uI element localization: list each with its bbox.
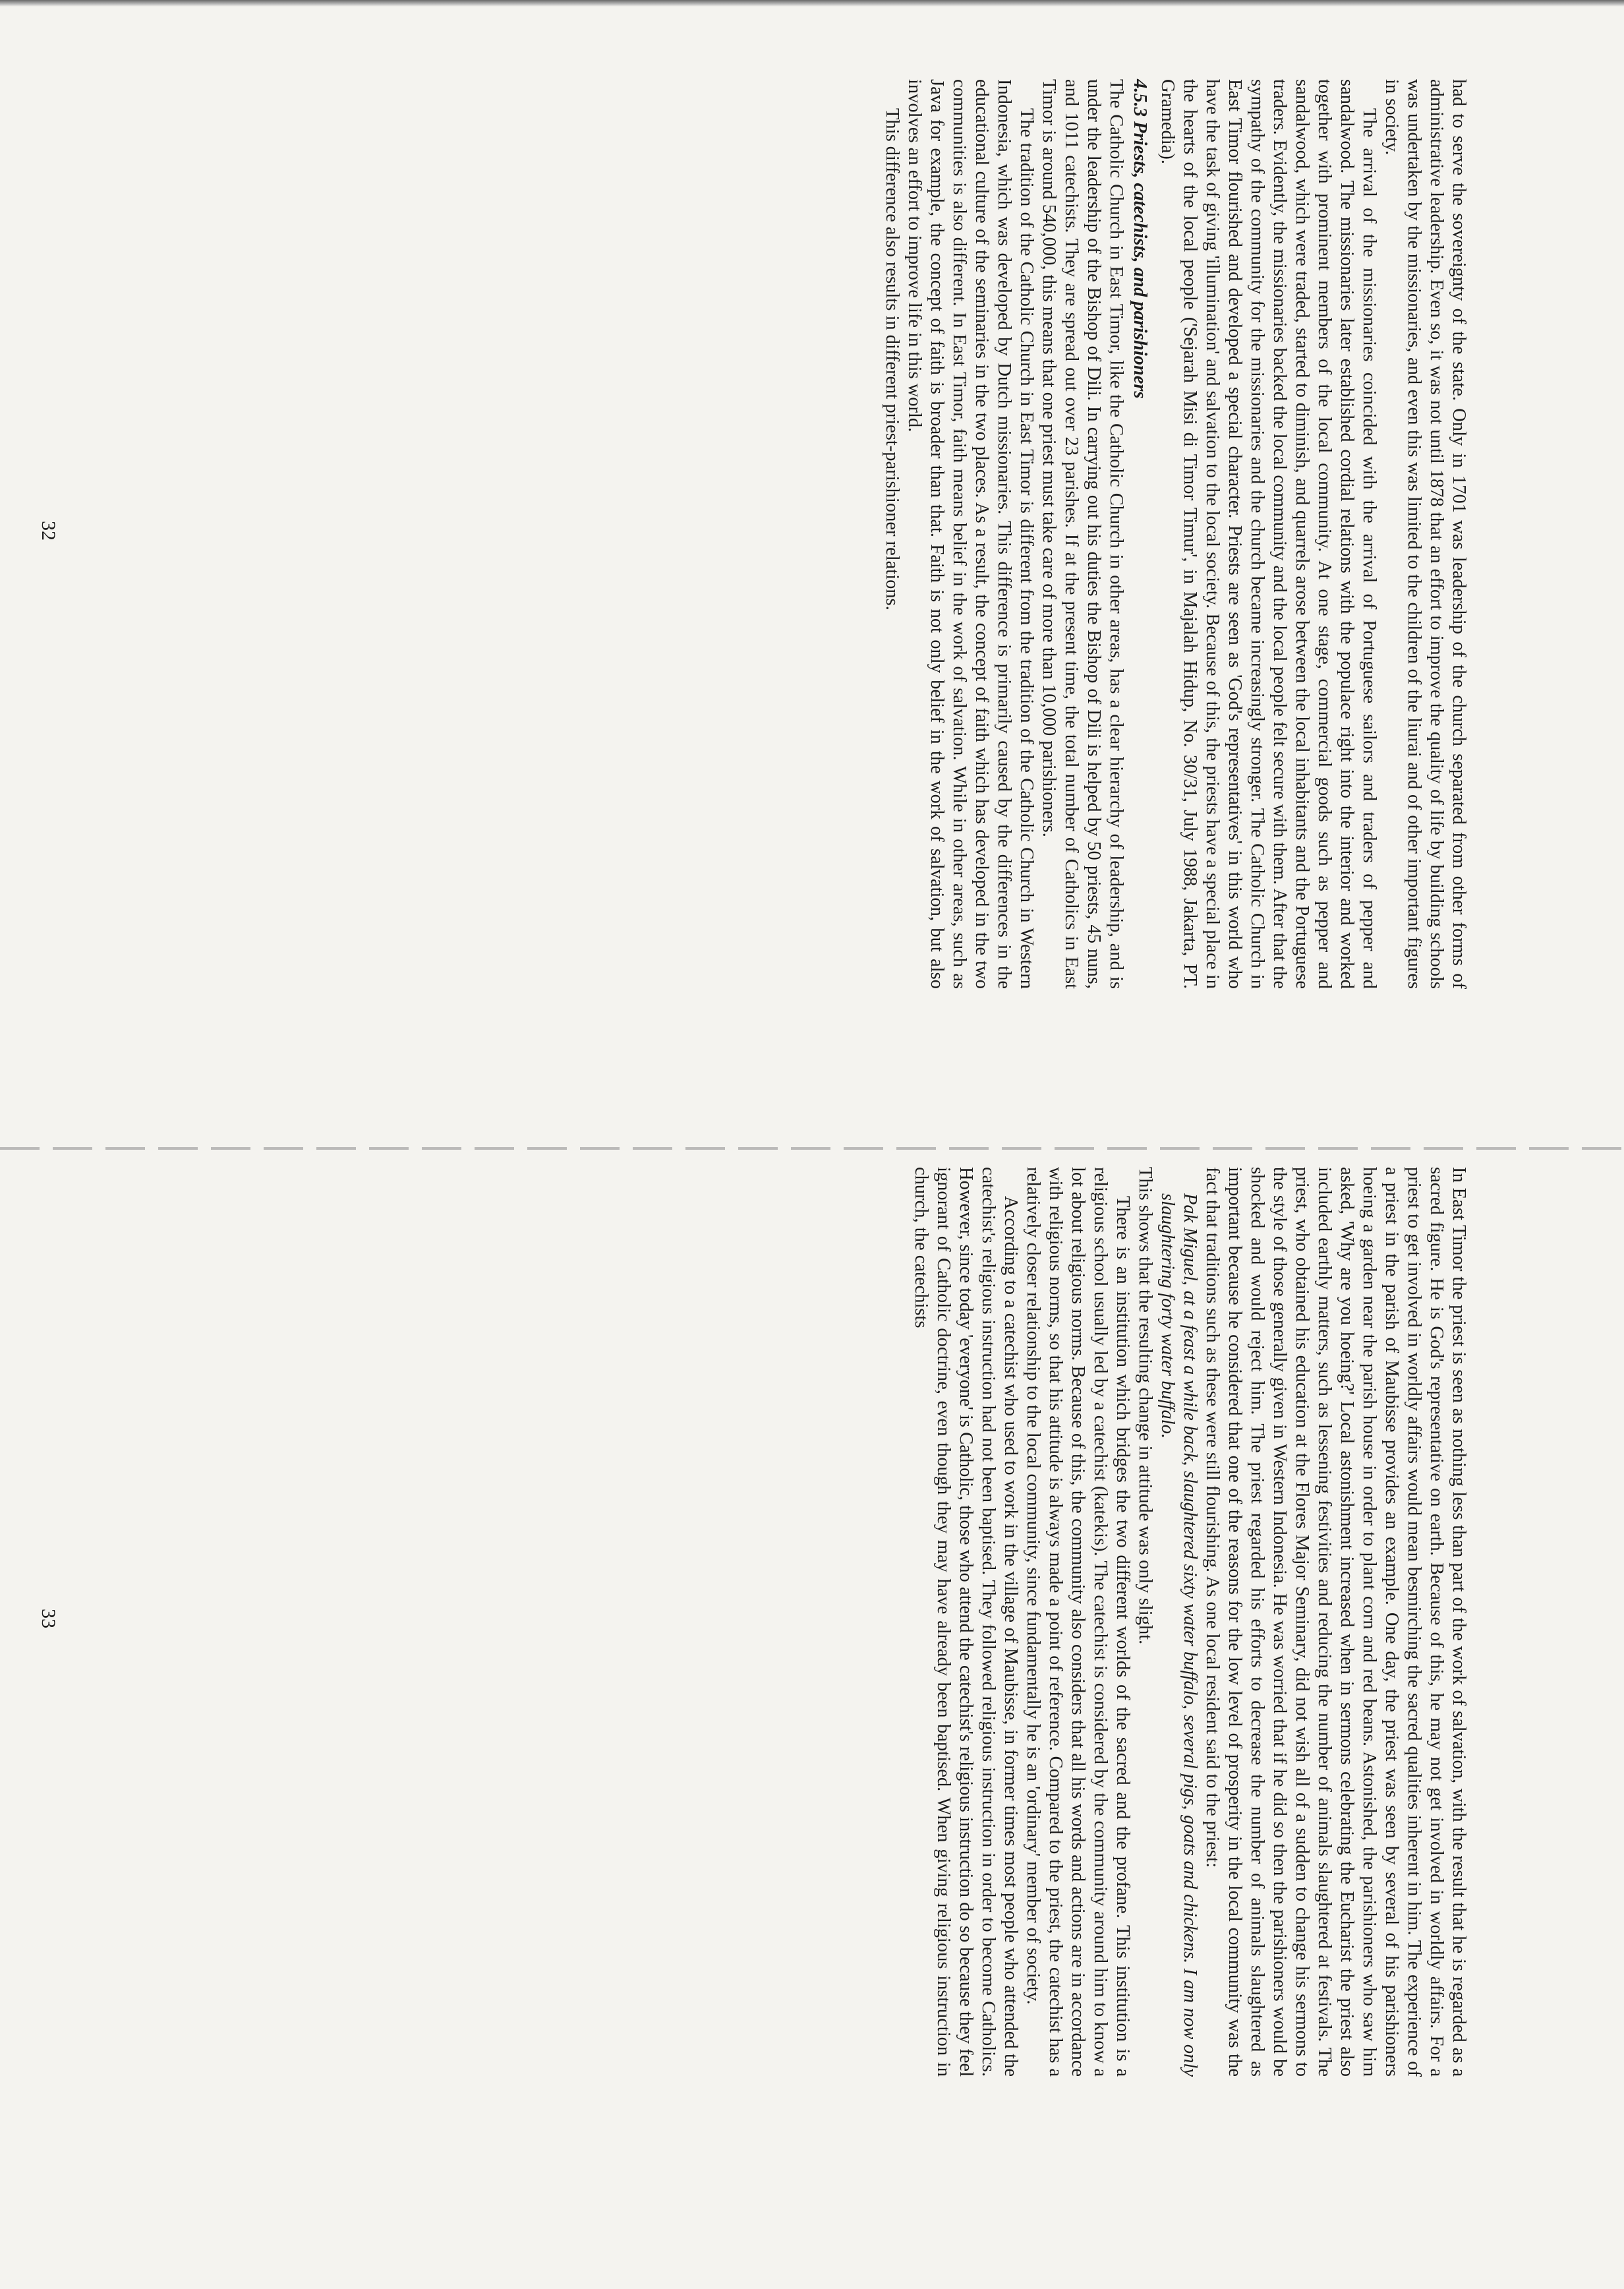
page-32-body [881, 79, 1470, 989]
page-33 [20, 1167, 1470, 2077]
page-32 [20, 79, 1470, 989]
page-number: 32 [38, 521, 59, 541]
paragraph: There is an institution which bridges the two different worlds of the sacred and the profane. This institution is a religious school usually led by a catechist (katekis). The catechist is considered by the community around him to know a lot about religious norms. Because of this, the community also considers that all his words and actions are in accordance with religious norms, so that his attitude is always made a point of reference. Compared to the priest, the catechist has a relatively closer relationship to the local community, since fundamentally he is an 'ordinary' member of society. [1023, 1167, 1133, 2077]
paragraph: The arrival of the missionaries coincided with the arrival of Portuguese sailors and traders of pepper and sandalwood. The missionaries later established cordial relations with the populace right into the interior and worked together with prominent members of the local community. At one stage, commercial goods such as pepper and sandalwood, which were traded, started to diminish, and quarrels arose between the local inhabitants and the Portuguese traders. Evidently, the missionaries backed the local community and the local people felt secure with them. After that the sympathy of the community for the missionaries and the church became increasingly stronger. The Catholic Church in East Timor flourished and developed a special character. Priests are seen as 'God's representatives' in this world who have the task of giving 'illumination' and salvation to the local society. Because of this, the priests have a special place in the hearts of the local people ('Sejarah Misi di Timor Timur', in Majalah Hidup, No. 30/31, July 1988, Jakarta, PT. Gramedia). [1157, 79, 1379, 989]
page-number: 33 [38, 1609, 59, 1628]
paragraph: According to a catechist who used to work in the village of Maubisse, in former times most people who attended the catechist's religious instruction had not been baptised. They followed religious instruction in order to become Catholics. However, since today 'everyone' is Catholic, those who attend the catechist's religious instruction do so because they feel ignorant of Catholic doctrine, even though they may have already been baptised. When giving religious instruction in church, the catechists [911, 1167, 1021, 2077]
paragraph: In East Timor the priest is seen as nothing less than part of the work of salvation, with the result that he is regarded as a sacred figure. He is God's representative on earth. Because of this, he may not get involved in worldly affairs. For a priest to get involved in worldly affairs would mean besmirching the sacred qualities inherent in him. The experience of a priest in the parish of Maubisse provides an example. One day, the priest was seen by several of his parishioners hoeing a garden near the parish house in order to plant corn and red beans. Astonished, the parishioners who saw him asked, 'Why are you hoeing?' Local astonishment increased when in sermons celebrating the Eucharist the priest also included earthly matters, such as lessening festivities and reducing the number of animals slaughtered at festivals. The priest, who obtained his education at the Flores Major Seminary, did not wish all of a sudden to change his sermons to the style of those generally given in Western Indonesia. He was worried that if he did so then the parishioners would be shocked and would reject him. The priest regarded his efforts to decrease the number of animals slaughtered as important because he considered that one of the reasons for the low level of prosperity in the local community was the fact that traditions such as these were still flourishing. As one local resident said to the priest: [1202, 1167, 1469, 2077]
paragraph: This difference also results in different priest-parishioner relations. [882, 108, 902, 610]
block-quote: Pak Miguel, at a feast a while back, slaughtered sixty water buffalo, several pigs, goats and chickens. I am now only slaughtering forty water buffalo. [1157, 1193, 1200, 2077]
paragraph: This shows that the resulting change in attitude was only slight. [1135, 1167, 1155, 1645]
scan-edge-shadow [0, 0, 1624, 7]
paragraph: The Catholic Church in East Timor, like the Catholic Church in other areas, has a clear hierarchy of leadership, and is under the leadership of the Bishop of Dili. In carrying out his duties the Bishop of Dili is helped by 50 priests, 45 nuns, and 1011 catechists. They are spread out over 23 parishes. If at the present time, the total number of Catholics in East Timor is around 540,000, this means that one priest must take care of more than 10,000 parishioners. [1039, 79, 1126, 989]
section-heading: 4.5.3 Priests, catechists, and parishioners [1130, 79, 1150, 399]
paragraph: The tradition of the Catholic Church in East Timor is different from the tradition of the Catholic Church in Western Indonesia, which was developed by Dutch missionaries. This difference is primarily caused by the differences in the educational culture of the seminaries in the two places. As a result, the concept of faith which has developed in the two communities is also different. In East Timor, faith means belief in the work of salvation. While in other areas, such as Java for example, the concept of faith is broader than that. Faith is not only belief in the work of salvation, but also involves an effort to improve life in this world. [904, 79, 1037, 989]
book-gutter [0, 1147, 1624, 1150]
page-33-body [910, 1167, 1470, 2077]
paragraph: had to serve the sovereignty of the state. Only in 1701 was leadership of the church separated from other forms of administrative leadership. Even so, it was not until 1878 that an effort to improve the quality of life by building schools was undertaken by the missionaries, and even this was limited to the children of the liurai and of other important figures in society. [1381, 79, 1469, 989]
